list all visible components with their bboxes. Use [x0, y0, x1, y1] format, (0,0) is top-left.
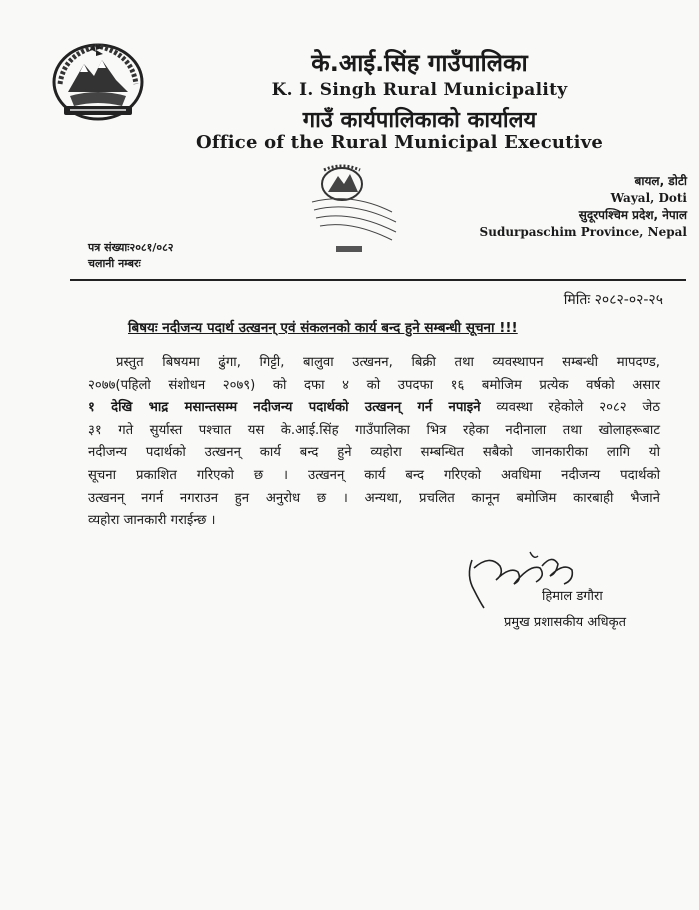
address-local-np: बायल, डोटी	[634, 174, 687, 188]
dispatch-number: चलानी नम्बरः	[88, 257, 141, 270]
office-name-np: गाउँ कार्यपालिकाको कार्यालय	[302, 108, 537, 133]
signatory-title: प्रमुख प्रशासकीय अधिकृत	[504, 615, 627, 630]
address-local-en: Wayal, Doti	[610, 191, 687, 205]
signatory-name: हिमाल डगौरा	[542, 589, 603, 604]
body-line: ३१ गते सुर्यास्त पश्चात यस के.आई.सिंह गाउँपालिका भित्र रहेका नदीनाला तथा खोलाहरूबाट	[88, 422, 660, 438]
notice-date: मितिः २०८२-०२-२५	[563, 292, 663, 308]
body-line: उत्खनन् नगर्न नगराउन हुन अनुरोध छ । अन्यथा, प्रचलित कानून बमोजिम कारबाही भैजाने	[88, 490, 660, 506]
notice-body	[88, 352, 660, 533]
body-line: २०७७(पहिलो संशोधन २०७९) को दफा ४ को उपदफा १६ बमोजिम प्रत्येक वर्षको असार	[88, 377, 660, 393]
body-line-rest: व्यवस्था रहेकोले २०८२ जेठ	[480, 400, 660, 416]
office-seal-stamp	[292, 162, 412, 262]
municipality-name-en: K. I. Singh Rural Municipality	[271, 80, 568, 100]
body-line: सूचना प्रकाशित गरिएको छ । उत्खनन् कार्य बन्द गरिएको अवधिमा नदीजन्य पदार्थको	[88, 467, 660, 483]
address-province-np: सुदूरपश्चिम प्रदेश, नेपाल	[578, 208, 687, 222]
notice-subject: बिषयः नदीजन्य पदार्थ उत्खनन् एवं संकलनको कार्य बन्द हुने सम्बन्धी सूचना !!!	[128, 320, 518, 336]
header-divider	[70, 279, 686, 281]
office-address	[480, 173, 687, 241]
body-line: नदीजन्य पदार्थको उत्खनन् कार्य बन्द हुने व्यहोरा सम्बन्धित सबैको जानकारीका लागि यो	[88, 445, 660, 461]
body-line: व्यहोरा जानकारी गराईन्छ ।	[88, 513, 216, 529]
body-emphasis: १ देखि भाद्र मसान्तसम्म नदीजन्य पदार्थको उत्खनन् गर्न नपाइने	[88, 400, 481, 416]
municipality-name-np: के.आई.सिंह गाउँपालिका	[311, 49, 528, 77]
letter-number: पत्र संख्याः२०८१/०८२	[88, 241, 174, 254]
office-name-en: Office of the Rural Municipal Executive	[195, 132, 604, 153]
reference-block	[88, 240, 174, 272]
body-line: प्रस्तुत बिषयमा ढुंगा, गिट्टी, बालुवा उत्खनन, बिक्री तथा व्यवस्थापन सम्बन्धी मापदण्ड,	[116, 355, 660, 370]
address-province-en: Sudurpaschim Province, Nepal	[479, 225, 687, 239]
body-line	[88, 397, 660, 420]
